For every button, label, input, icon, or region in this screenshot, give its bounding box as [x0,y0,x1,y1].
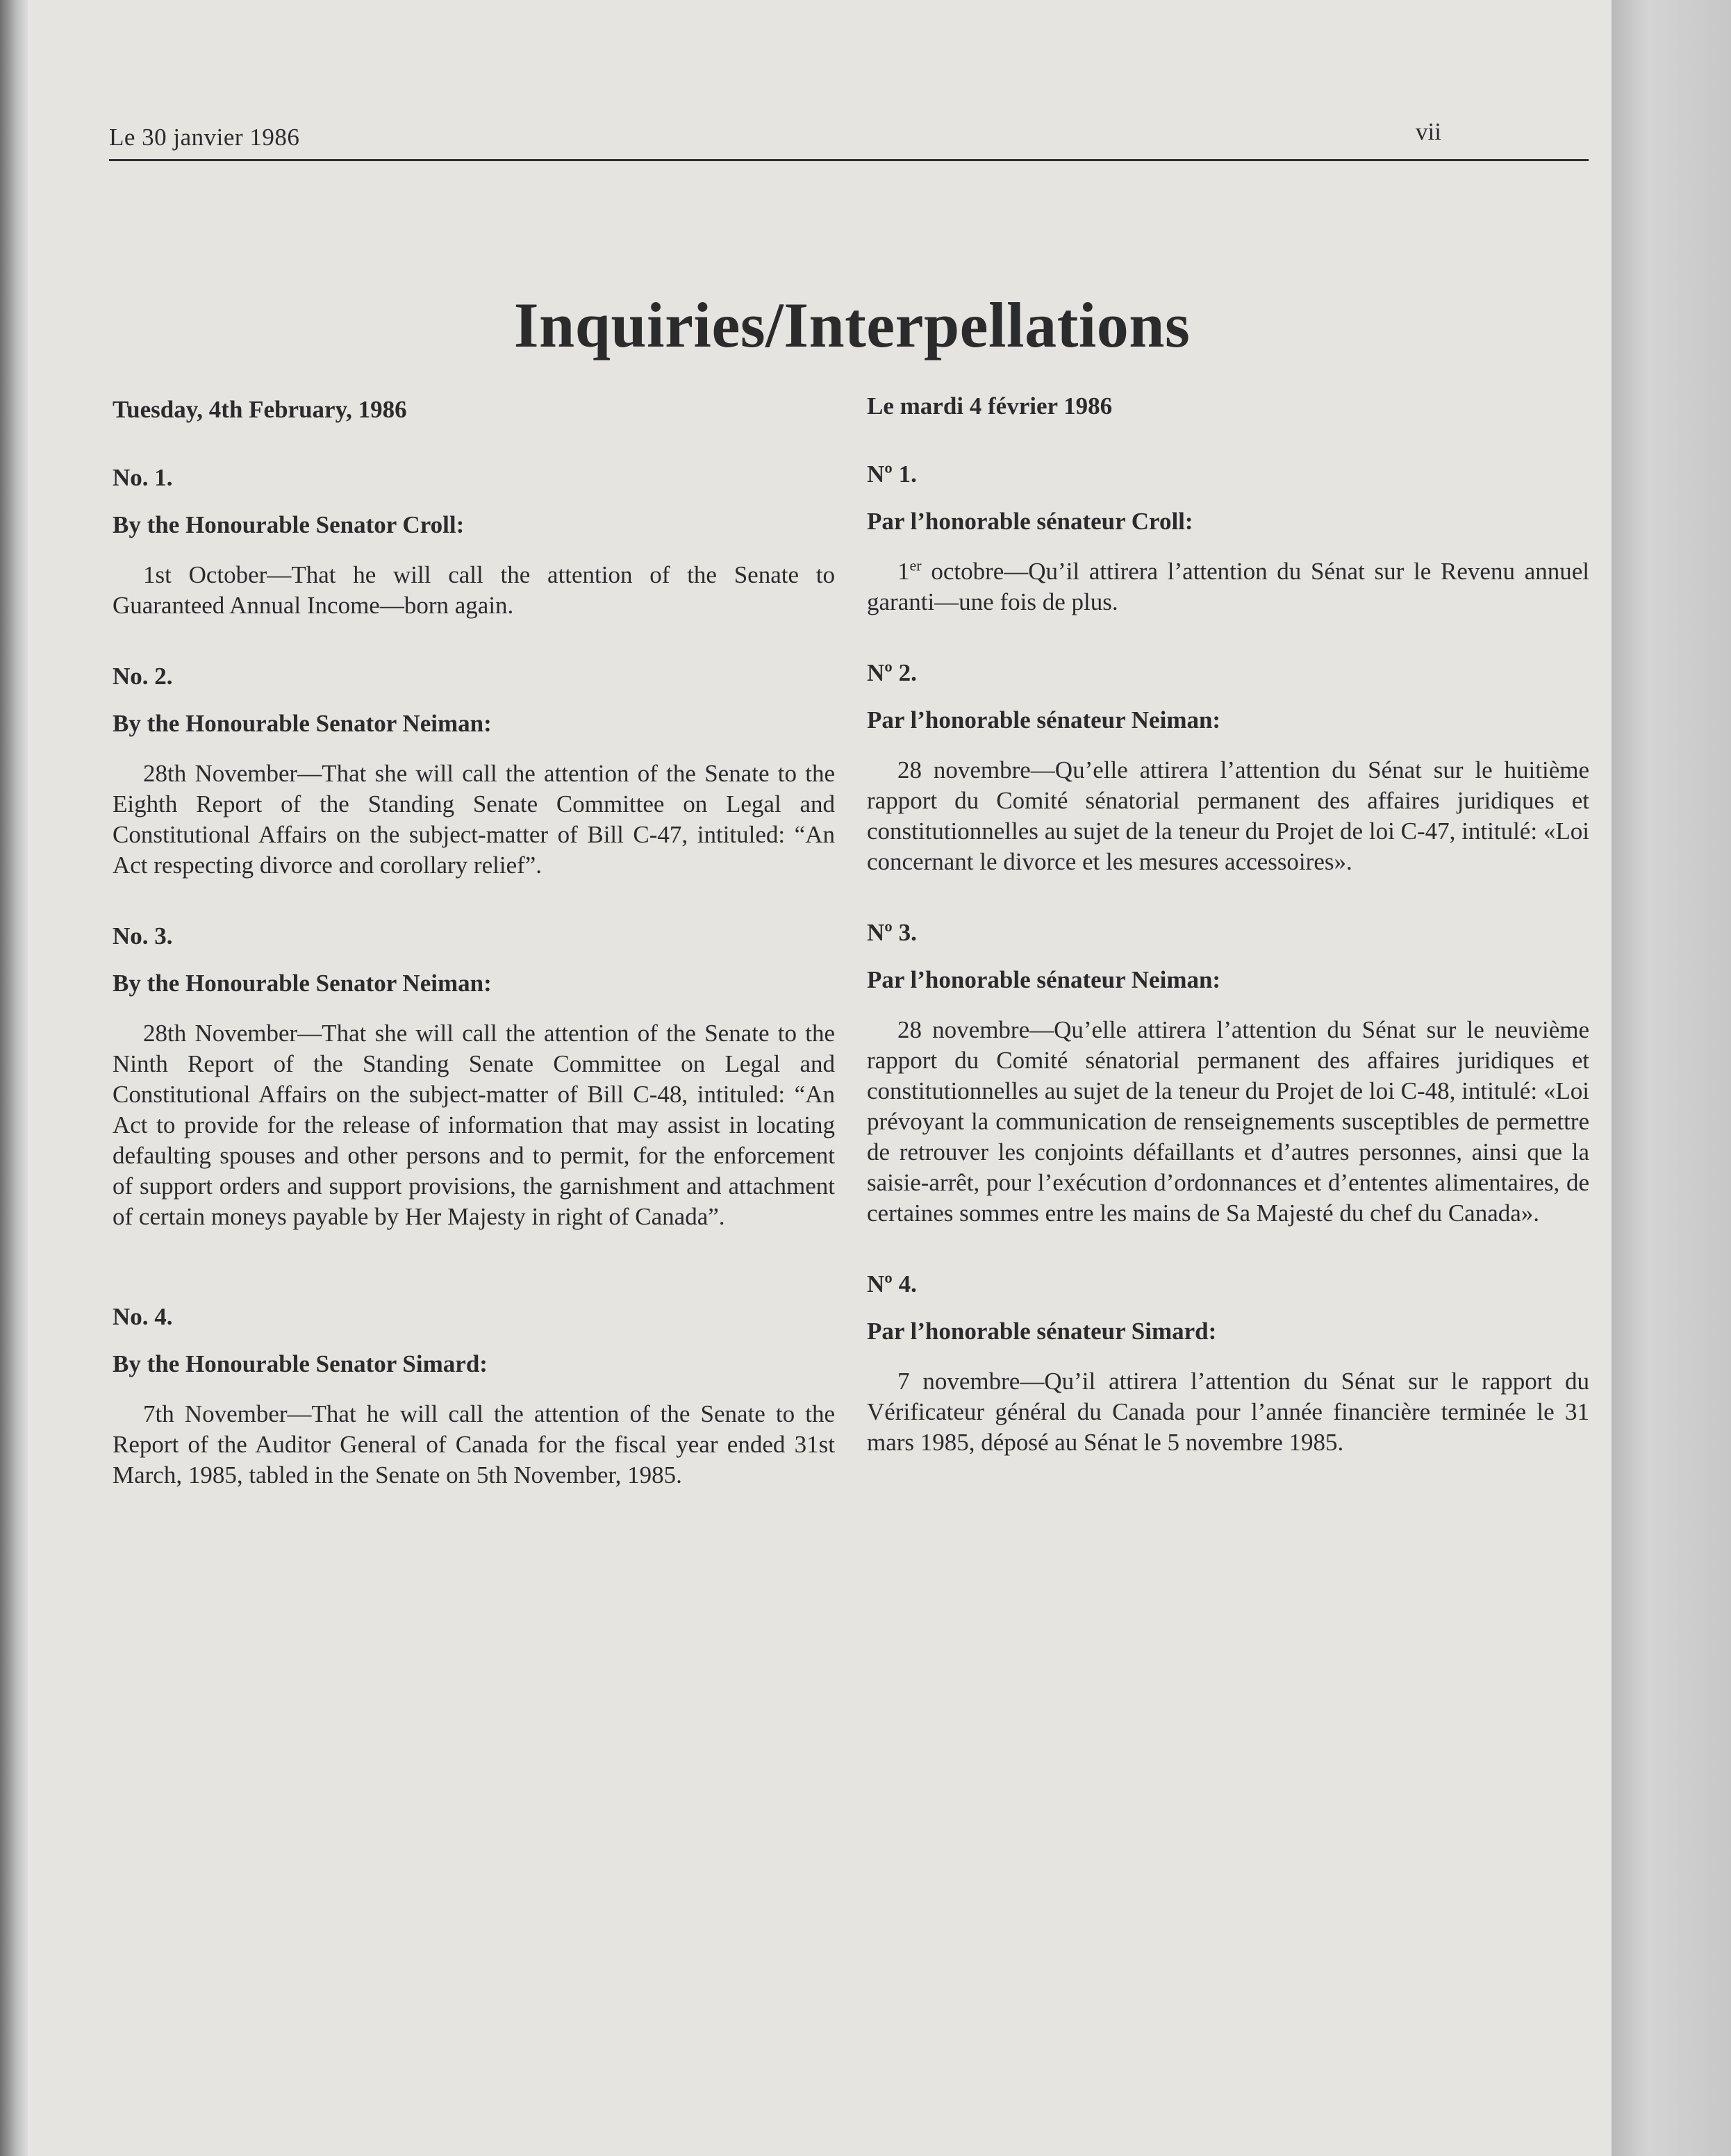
inquiry-text [867,556,1589,617]
inquiry-number: No. 2. [113,663,173,690]
inquiry-day: 1 [897,558,910,585]
document-page [28,0,1612,2156]
french-inquiry-3 [867,918,1589,1229]
english-column [113,395,835,1531]
french-date: Le mardi 4 février 1986 [867,392,1113,420]
running-header-date: Le 30 janvier 1986 [109,124,300,151]
header-rule [109,159,1589,161]
inquiry-sponsor: Par l’honorable sénateur Neiman: [867,966,1221,993]
inquiry-number: Nº 3. [867,919,917,946]
inquiry-text: 28 novembre—Qu’elle attirera l’attention du Sénat sur le huitième rapport du Comité sénatorial permanent des affaires juridiques et constitutionnelles au sujet de la teneur du Projet de loi C-47, intitulé: «Loi concernant le divorce et les mesures accessoires». [867,756,1589,875]
inquiry-sponsor: By the Honourable Senator Croll: [113,511,465,538]
french-inquiry-1 [867,459,1589,617]
inquiry-number: Nº 2. [867,659,917,686]
binding-edge [0,0,28,2156]
english-inquiry-3 [113,921,835,1232]
inquiry-sponsor: Par l’honorable sénateur Simard: [867,1318,1217,1345]
ordinal-superscript: er [909,556,922,574]
french-inquiry-2 [867,658,1589,877]
inquiry-sponsor: By the Honourable Senator Neiman: [113,710,492,737]
inquiry-text: 7 novembre—Qu’il attirera l’attention du Sénat sur le rapport du Vérificateur général du Canada pour l’année financière terminée le 31 mars 1985, déposé au Sénat le 5 novembre 1985. [867,1368,1589,1456]
inquiry-text: 1st October—That he will call the attention of the Senate to Guaranteed Annual Income—born again. [113,561,835,619]
english-inquiry-4 [113,1302,835,1491]
inquiry-sponsor: By the Honourable Senator Simard: [113,1350,488,1377]
inquiry-number: Nº 4. [867,1270,917,1297]
inquiry-sponsor: Par l’honorable sénateur Neiman: [867,706,1221,733]
inquiry-sponsor: By the Honourable Senator Neiman: [113,970,492,997]
english-inquiry-2 [113,661,835,881]
inquiry-text: 7th November—That he will call the attention of the Senate to the Report of the Auditor General of Canada for the fiscal year ended 31st March, 1985, tabled in the Senate on 5th November, 1985. [113,1400,835,1489]
inquiry-text: 28th November—That she will call the attention of the Senate to the Eighth Report of the Standing Senate Committee on Legal and Constitutional Affairs on the subject-matter of Bill C-47, intituled: “An Act respecting divorce and corollary relief”. [113,760,835,879]
english-inquiry-1 [113,463,835,621]
inquiry-number: No. 1. [113,464,173,491]
page-number: vii [1416,118,1441,145]
inquiry-text-body: octobre—Qu’il attirera l’attention du Sénat sur le Revenu annuel garanti—une fois de plus. [867,558,1589,615]
inquiry-number: No. 3. [113,922,173,950]
english-date: Tuesday, 4th February, 1986 [113,396,407,423]
page-title: Inquiries/Interpellations [513,290,1191,360]
inquiry-number: Nº 1. [867,461,917,488]
french-inquiry-4 [867,1269,1589,1458]
inquiry-text: 28 novembre—Qu’elle attirera l’attention du Sénat sur le neuvième rapport du Comité sénatorial permanent des affaires juridiques et constitutionnelles au sujet de la teneur du Projet de loi C-48, intitulé: «Loi prévoyant la communication de renseignements susceptibles de permettre de retrouver les conjoints défaillants et d’autres personnes, ainsi que la saisie-arrêt, pour l’exécution d’ordonnances et d’ententes alimentaires, de certaines sommes entre les mains de Sa Majesté du chef du Canada». [867,1016,1589,1227]
inquiry-sponsor: Par l’honorable sénateur Croll: [867,508,1193,535]
inquiry-number: No. 4. [113,1303,173,1330]
french-column [867,391,1589,1498]
inquiry-text: 28th November—That she will call the attention of the Senate to the Ninth Report of the Standing Senate Committee on Legal and Constitutional Affairs on the subject-matter of Bill C-48, intituled: “An Act to provide for the release of information that may assist in locating defaulting spouses and other persons and to permit, for the enforcement of support orders and support provisions, the garnishment and attachment of certain moneys payable by Her Majesty in right of Canada”. [113,1020,835,1230]
